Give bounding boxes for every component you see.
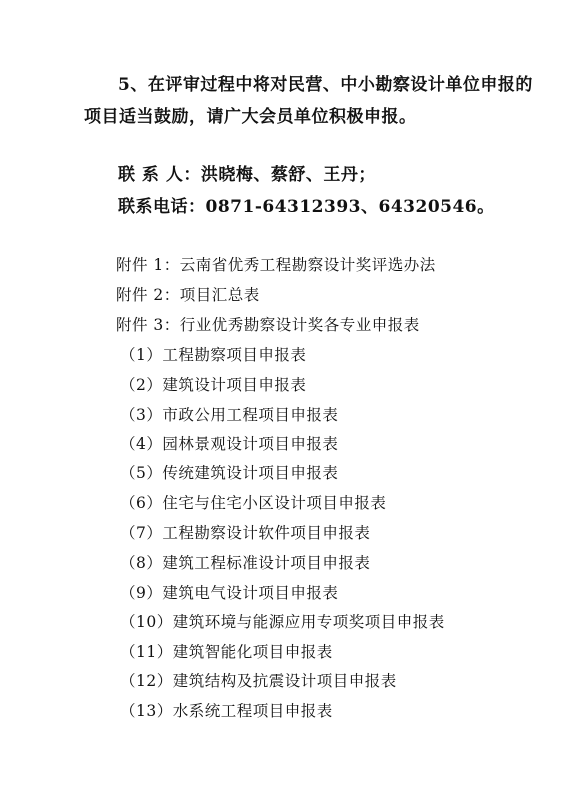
- paragraph-line-2: 项目适当鼓励，请广大会员单位积极申报。: [84, 107, 417, 127]
- list-item: （9）建筑电气设计项目申报表: [120, 584, 339, 602]
- list-item: （1）工程勘察项目申报表: [120, 346, 307, 364]
- list-item: （4）园林景观设计项目申报表: [120, 435, 339, 453]
- list-item: （11）建筑智能化项目申报表: [120, 643, 333, 661]
- list-item: （12）建筑结构及抗震设计项目申报表: [120, 672, 397, 690]
- list-item: （10）建筑环境与能源应用专项奖项目申报表: [120, 613, 445, 631]
- list-item: （3）市政公用工程项目申报表: [120, 406, 339, 424]
- paragraph-line-1: 5、在评审过程中将对民营、中小勘察设计单位申报的: [118, 75, 533, 95]
- list-item: （13）水系统工程项目申报表: [120, 702, 333, 720]
- attachment-2: 附件 2：项目汇总表: [116, 286, 260, 304]
- attachment-3: 附件 3：行业优秀勘察设计奖各专业申报表: [116, 316, 420, 334]
- contact-persons: 联 系 人：洪晓梅、蔡舒、王丹；: [118, 165, 376, 185]
- list-item: （8）建筑工程标准设计项目申报表: [120, 554, 371, 572]
- list-item: （5）传统建筑设计项目申报表: [120, 464, 339, 482]
- list-item: （2）建筑设计项目申报表: [120, 376, 307, 394]
- contact-phone: 联系电话：0871-64312393、64320546。: [118, 197, 495, 217]
- list-item: （6）住宅与住宅小区设计项目申报表: [120, 494, 387, 512]
- list-item: （7）工程勘察设计软件项目申报表: [120, 524, 371, 542]
- attachment-1: 附件 1：云南省优秀工程勘察设计奖评选办法: [116, 256, 436, 274]
